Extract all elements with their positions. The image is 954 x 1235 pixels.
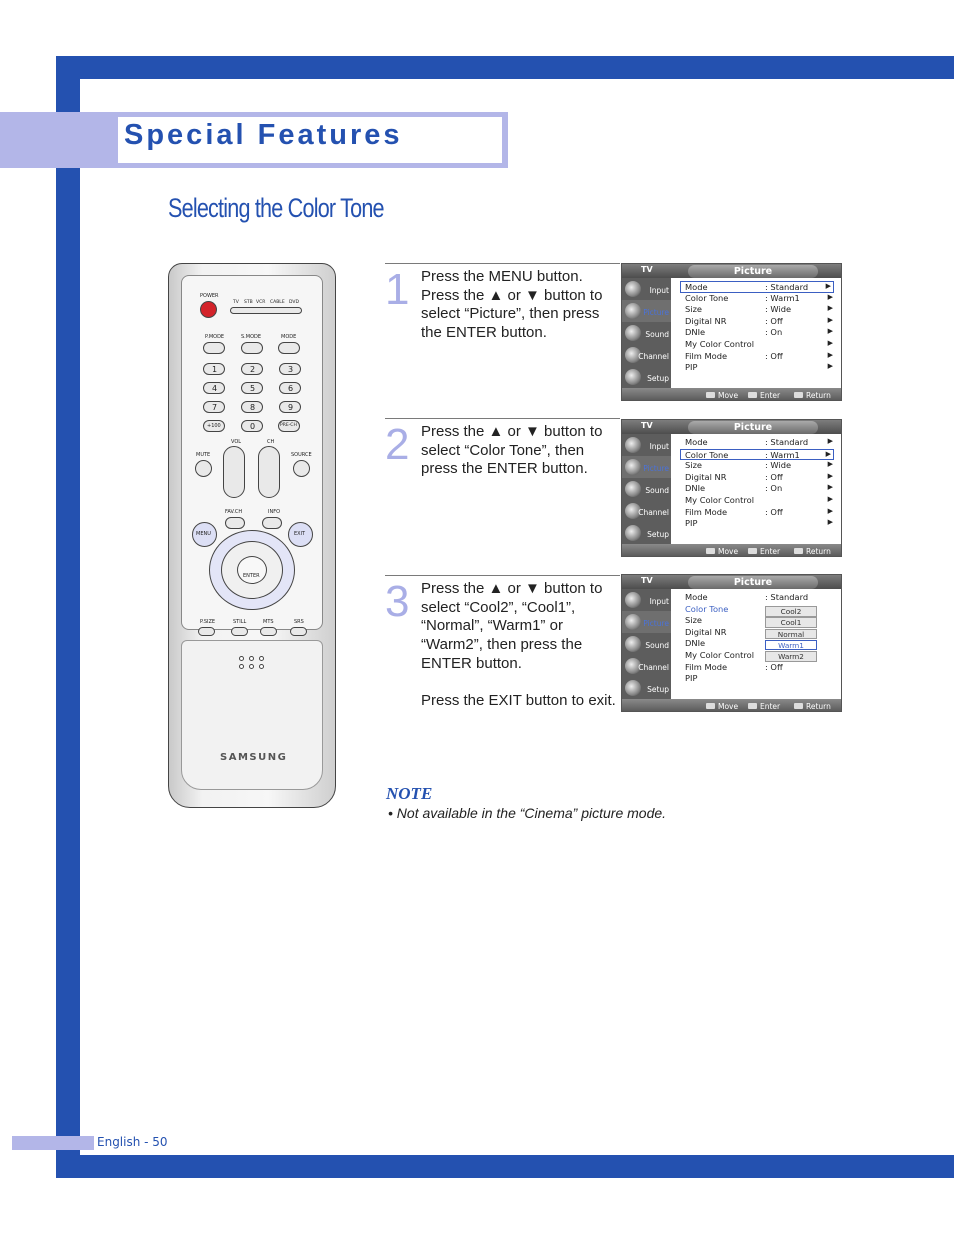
osd-hint-label: Enter	[760, 391, 781, 400]
mts-button[interactable]	[260, 627, 277, 636]
osd-hint-label: Enter	[760, 547, 781, 556]
step-text	[421, 268, 616, 343]
osd-row-value: : Warm1	[765, 449, 800, 460]
sound-icon	[625, 636, 641, 652]
arrow-right-icon: ▶	[827, 495, 833, 503]
arrow-right-icon: ▶	[827, 506, 833, 515]
move-icon	[706, 548, 715, 554]
move-icon	[706, 703, 715, 709]
srs-button[interactable]	[290, 627, 307, 636]
osd-hint-label: Return	[806, 547, 831, 556]
arrow-right-icon: ▶	[827, 460, 833, 469]
osd-row-label: My Color Control	[685, 495, 754, 505]
lower-panel-dot[interactable]	[239, 656, 244, 661]
osd-row-value: : Standard	[765, 282, 809, 292]
osd-row-label: Mode	[685, 592, 708, 602]
remote-lower-panel	[181, 640, 323, 790]
color-tone-option[interactable]: Cool2	[765, 606, 817, 617]
arrow-right-icon: ▶	[825, 449, 831, 458]
source-button[interactable]	[293, 460, 310, 477]
osd-menu-row[interactable]	[681, 460, 835, 472]
device-selector[interactable]	[230, 307, 302, 314]
picture-icon	[625, 459, 641, 475]
arrow-right-icon: ▶	[827, 292, 833, 301]
page-number: English - 50	[97, 1135, 168, 1149]
osd-row-label: Mode	[685, 282, 708, 292]
mode-label: MODE	[281, 334, 297, 340]
smode-label: S.MODE	[241, 334, 262, 340]
osd-hint-label: Return	[806, 391, 831, 400]
step-paragraph: Press the ▲ or ▼ button to select “Color Tone”, then press the ENTER button.	[421, 423, 603, 478]
section-title: Selecting the Color Tone	[168, 193, 384, 223]
osd-sidebar-label: Sound	[645, 330, 669, 339]
osd-row-label: Color Tone	[685, 449, 729, 460]
osd-row-value: : Standard	[765, 592, 809, 602]
note-text: • Not available in the “Cinema” picture mode.	[388, 805, 667, 821]
step-text	[421, 580, 616, 711]
lower-panel-dot[interactable]	[239, 664, 244, 669]
osd-row-label: Film Mode	[685, 350, 728, 361]
osd-hint-enter	[748, 391, 780, 400]
osd-menu-row[interactable]	[681, 507, 835, 519]
mode-button[interactable]	[278, 342, 300, 354]
step-paragraph: Press the ▲ or ▼ button to select “Cool2”, “Cool1”, “Normal”, “Warm1” or “Warm2”, then press the ENTER button.	[421, 580, 603, 672]
arrow-right-icon: ▶	[827, 437, 833, 445]
osd-sidebar-item[interactable]	[622, 344, 671, 366]
osd-row-value: : Wide	[765, 460, 792, 471]
ch-label: CH	[267, 439, 275, 445]
osd-sidebar-item[interactable]	[622, 478, 671, 500]
osd-sidebar-item[interactable]	[622, 522, 671, 544]
setup-icon	[625, 369, 641, 385]
osd-sidebar-label: Picture	[643, 464, 669, 473]
psize-button[interactable]	[198, 627, 215, 636]
osd-menu-row[interactable]	[681, 673, 835, 685]
note-title: NOTE	[386, 784, 433, 803]
lower-panel-dot[interactable]	[249, 664, 254, 669]
osd-sidebar	[622, 278, 671, 388]
osd-row-value: : Off	[765, 471, 783, 482]
osd-title: Picture	[733, 577, 773, 588]
mute-label: MUTE	[196, 452, 211, 458]
step-divider	[385, 575, 620, 576]
info-label: INFO	[268, 509, 281, 515]
osd-hint-bar	[622, 388, 842, 401]
move-icon	[706, 392, 715, 398]
osd-sidebar-item[interactable]	[622, 500, 671, 522]
osd-hint-move	[706, 702, 738, 711]
exit-label: EXIT	[294, 531, 306, 537]
osd-menu-row[interactable]	[681, 339, 835, 351]
osd-sidebar-item[interactable]	[622, 611, 671, 633]
digit-1-label: 1	[212, 364, 218, 374]
dvd-label: DVD	[289, 300, 299, 305]
osd-menu-row[interactable]	[681, 437, 835, 449]
osd-sidebar-item[interactable]	[622, 366, 671, 388]
vol-label: VOL	[231, 439, 242, 445]
footer-tab	[12, 1136, 94, 1150]
osd-row-value: : On	[765, 327, 783, 338]
input-icon	[625, 437, 641, 453]
osd-row-label: PIP	[685, 362, 698, 373]
osd-row-value: : Off	[765, 315, 783, 326]
osd-row-label: My Color Control	[685, 339, 754, 349]
osd-hint-return	[794, 391, 831, 400]
osd-sidebar-label: Channel	[638, 508, 669, 517]
vcr-label: VCR	[256, 300, 266, 305]
zero-label: 0	[250, 421, 256, 431]
pmode-label: P.MODE	[205, 334, 225, 340]
osd-menu	[674, 437, 840, 545]
osd-sidebar-label: Sound	[645, 641, 669, 650]
color-tone-options	[765, 606, 817, 666]
pmode-button[interactable]	[203, 342, 225, 354]
mts-label: MTS	[263, 619, 274, 625]
enter-icon	[748, 703, 757, 709]
arrow-right-icon: ▶	[827, 483, 833, 492]
osd-hint-label: Move	[718, 391, 739, 400]
osd-menu-row[interactable]	[681, 495, 835, 507]
volume-rocker[interactable]	[223, 446, 245, 498]
arrow-right-icon: ▶	[827, 339, 833, 347]
osd-sidebar-label: Setup	[647, 530, 669, 539]
color-tone-option[interactable]: Warm2	[765, 651, 817, 662]
stb-label: STB	[244, 300, 253, 305]
osd-menu-row[interactable]	[681, 327, 835, 339]
osd-hint-label: Enter	[760, 702, 781, 711]
channel-rocker[interactable]	[258, 446, 280, 498]
osd-sidebar-label: Setup	[647, 374, 669, 383]
osd-sidebar-label: Input	[649, 286, 669, 295]
osd-row-label: Mode	[685, 437, 708, 447]
arrow-right-icon: ▶	[827, 350, 833, 359]
plus100-label: +100	[207, 423, 221, 429]
favch-label: FAV.CH	[225, 509, 243, 515]
step-text	[421, 423, 616, 479]
return-icon	[794, 548, 803, 554]
osd-sidebar-label: Picture	[643, 308, 669, 317]
cable-label: CABLE	[270, 300, 285, 305]
step-2	[385, 418, 620, 568]
step-divider	[385, 418, 620, 419]
color-tone-option[interactable]: Warm1	[765, 640, 817, 651]
step-number: 2	[385, 420, 410, 469]
osd-menu	[674, 281, 840, 389]
bottom-frame-bar	[56, 1155, 954, 1178]
lower-panel-dot[interactable]	[259, 664, 264, 669]
osd-hint-move	[706, 391, 738, 400]
arrow-right-icon: ▶	[827, 327, 833, 336]
osd-row-label: DNIe	[685, 327, 706, 338]
osd-hint-bar	[622, 544, 842, 557]
osd-row-label: Film Mode	[685, 506, 728, 517]
osd-row-label: Digital NR	[685, 471, 727, 482]
setup-icon	[625, 525, 641, 541]
osd-row-label: Size	[685, 460, 703, 471]
arrow-right-icon: ▶	[825, 282, 831, 290]
step-1	[385, 263, 620, 413]
osd-menu-row[interactable]	[680, 449, 834, 461]
osd-hint-return	[794, 547, 831, 556]
osd-hint-bar	[622, 699, 842, 712]
digit-8-label: 8	[250, 402, 256, 412]
osd-sidebar	[622, 434, 671, 544]
enter-button[interactable]	[237, 556, 267, 584]
return-icon	[794, 703, 803, 709]
lower-panel-dot[interactable]	[259, 656, 264, 661]
srs-label: SRS	[294, 619, 304, 625]
step-number: 3	[385, 577, 410, 626]
samsung-logo: SAMSUNG	[220, 752, 288, 763]
osd-row-label: Film Mode	[685, 661, 728, 672]
osd-title: Picture	[733, 422, 773, 433]
osd-row-label: Size	[685, 304, 703, 315]
left-frame-bar	[56, 56, 80, 1178]
input-icon	[625, 592, 641, 608]
arrow-right-icon: ▶	[827, 315, 833, 324]
osd-row-value: : Off	[765, 506, 783, 517]
smode-button[interactable]	[241, 342, 263, 354]
return-icon	[794, 392, 803, 398]
arrow-right-icon: ▶	[827, 362, 833, 371]
osd-row-label: DNIe	[685, 483, 706, 494]
osd-row-label: My Color Control	[685, 650, 754, 660]
osd-row-value: : Off	[765, 350, 783, 361]
osd-sidebar-label: Channel	[638, 352, 669, 361]
setup-icon	[625, 680, 641, 696]
step-paragraph: Press the MENU button. Press the ▲ or ▼ button to select “Picture”, then press the ENTER button.	[421, 268, 603, 342]
osd-menu-row[interactable]	[681, 293, 835, 305]
digit-4-label: 4	[212, 383, 218, 393]
osd-menu-row[interactable]	[681, 362, 835, 374]
osd-row-label: Digital NR	[685, 315, 727, 326]
step-divider	[385, 263, 620, 264]
osd-menu-row[interactable]	[680, 281, 834, 293]
digit-2-label: 2	[250, 364, 256, 374]
osd-row-value: : Off	[765, 661, 783, 672]
osd-sidebar-label: Picture	[643, 619, 669, 628]
sound-icon	[625, 325, 641, 341]
osd-menu-row[interactable]	[681, 316, 835, 328]
osd-menu-row[interactable]	[681, 518, 835, 530]
osd-row-label: Digital NR	[685, 626, 727, 637]
digit-3-label: 3	[288, 364, 294, 374]
osd-row-value: : Standard	[765, 437, 809, 447]
osd-sidebar-label: Sound	[645, 486, 669, 495]
arrow-right-icon: ▶	[827, 518, 833, 527]
enter-label: ENTER	[243, 573, 260, 579]
osd-row-label: Color Tone	[685, 292, 729, 303]
osd-sidebar-label: Input	[649, 597, 669, 606]
prech-label: PRE-CH	[280, 423, 297, 428]
lower-panel-dot[interactable]	[249, 656, 254, 661]
osd-sidebar-item[interactable]	[622, 677, 671, 699]
sound-icon	[625, 481, 641, 497]
osd-hint-move	[706, 547, 738, 556]
osd-row-label: Color Tone	[685, 603, 729, 614]
step-3	[385, 575, 620, 725]
info-button[interactable]	[262, 517, 282, 529]
osd-hint-label: Move	[718, 547, 739, 556]
osd-hint-label: Return	[806, 702, 831, 711]
osd-sidebar-item[interactable]	[622, 278, 671, 300]
color-tone-option[interactable]: Cool1	[765, 617, 817, 628]
osd-menu-row[interactable]	[681, 472, 835, 484]
osd-row-value: : Warm1	[765, 292, 800, 303]
osd-sidebar-item[interactable]	[622, 633, 671, 655]
osd-menu-row[interactable]	[681, 304, 835, 316]
picture-icon	[625, 614, 641, 630]
color-tone-option[interactable]: Normal	[765, 629, 817, 640]
osd-menu-row[interactable]	[681, 483, 835, 495]
osd-sidebar-item[interactable]	[622, 456, 671, 478]
page-title: Special Features	[124, 119, 403, 151]
picture-icon	[625, 303, 641, 319]
arrow-right-icon: ▶	[827, 304, 833, 313]
osd-tv-label: TV	[641, 265, 653, 274]
osd-sidebar-label: Setup	[647, 685, 669, 694]
enter-icon	[748, 548, 757, 554]
osd-hint-label: Move	[718, 702, 739, 711]
psize-label: P.SIZE	[200, 619, 216, 625]
digit-9-label: 9	[288, 402, 294, 412]
osd-title: Picture	[733, 266, 773, 277]
osd-sidebar-item[interactable]	[622, 434, 671, 456]
digit-6-label: 6	[288, 383, 294, 393]
input-icon	[625, 281, 641, 297]
osd-hint-enter	[748, 702, 780, 711]
arrow-right-icon: ▶	[827, 471, 833, 480]
source-label: SOURCE	[291, 452, 312, 458]
osd-sidebar-label: Channel	[638, 663, 669, 672]
step-number: 1	[385, 265, 410, 314]
osd-sidebar-item[interactable]	[622, 589, 671, 611]
mute-button[interactable]	[195, 460, 212, 477]
osd-hint-return	[794, 702, 831, 711]
osd-row-label: DNIe	[685, 638, 706, 649]
osd-sidebar-item[interactable]	[622, 300, 671, 322]
digit-5-label: 5	[250, 383, 256, 393]
osd-row-value: : On	[765, 483, 783, 494]
osd-tv-label: TV	[641, 576, 653, 585]
osd-screen	[621, 419, 842, 557]
enter-icon	[748, 392, 757, 398]
top-frame-bar	[56, 56, 954, 79]
osd-sidebar-label: Input	[649, 442, 669, 451]
power-label: POWER	[200, 293, 219, 299]
osd-row-label: Size	[685, 615, 703, 626]
osd-sidebar-item[interactable]	[622, 655, 671, 677]
still-label: STILL	[233, 619, 247, 625]
osd-menu-row[interactable]	[681, 351, 835, 363]
osd-sidebar	[622, 589, 671, 699]
still-button[interactable]	[231, 627, 248, 636]
osd-hint-enter	[748, 547, 780, 556]
osd-row-label: PIP	[685, 518, 698, 529]
osd-row-value: : Wide	[765, 304, 792, 315]
menu-label: MENU	[196, 531, 211, 537]
osd-row-label: PIP	[685, 673, 698, 684]
power-button[interactable]	[200, 301, 217, 318]
tv-label: TV	[233, 300, 239, 305]
osd-screen	[621, 263, 842, 401]
osd-tv-label: TV	[641, 421, 653, 430]
step-paragraph: Press the EXIT button to exit.	[421, 692, 616, 710]
favch-button[interactable]	[225, 517, 245, 529]
osd-sidebar-item[interactable]	[622, 322, 671, 344]
osd-menu-row[interactable]	[681, 592, 835, 604]
digit-7-label: 7	[212, 402, 218, 412]
